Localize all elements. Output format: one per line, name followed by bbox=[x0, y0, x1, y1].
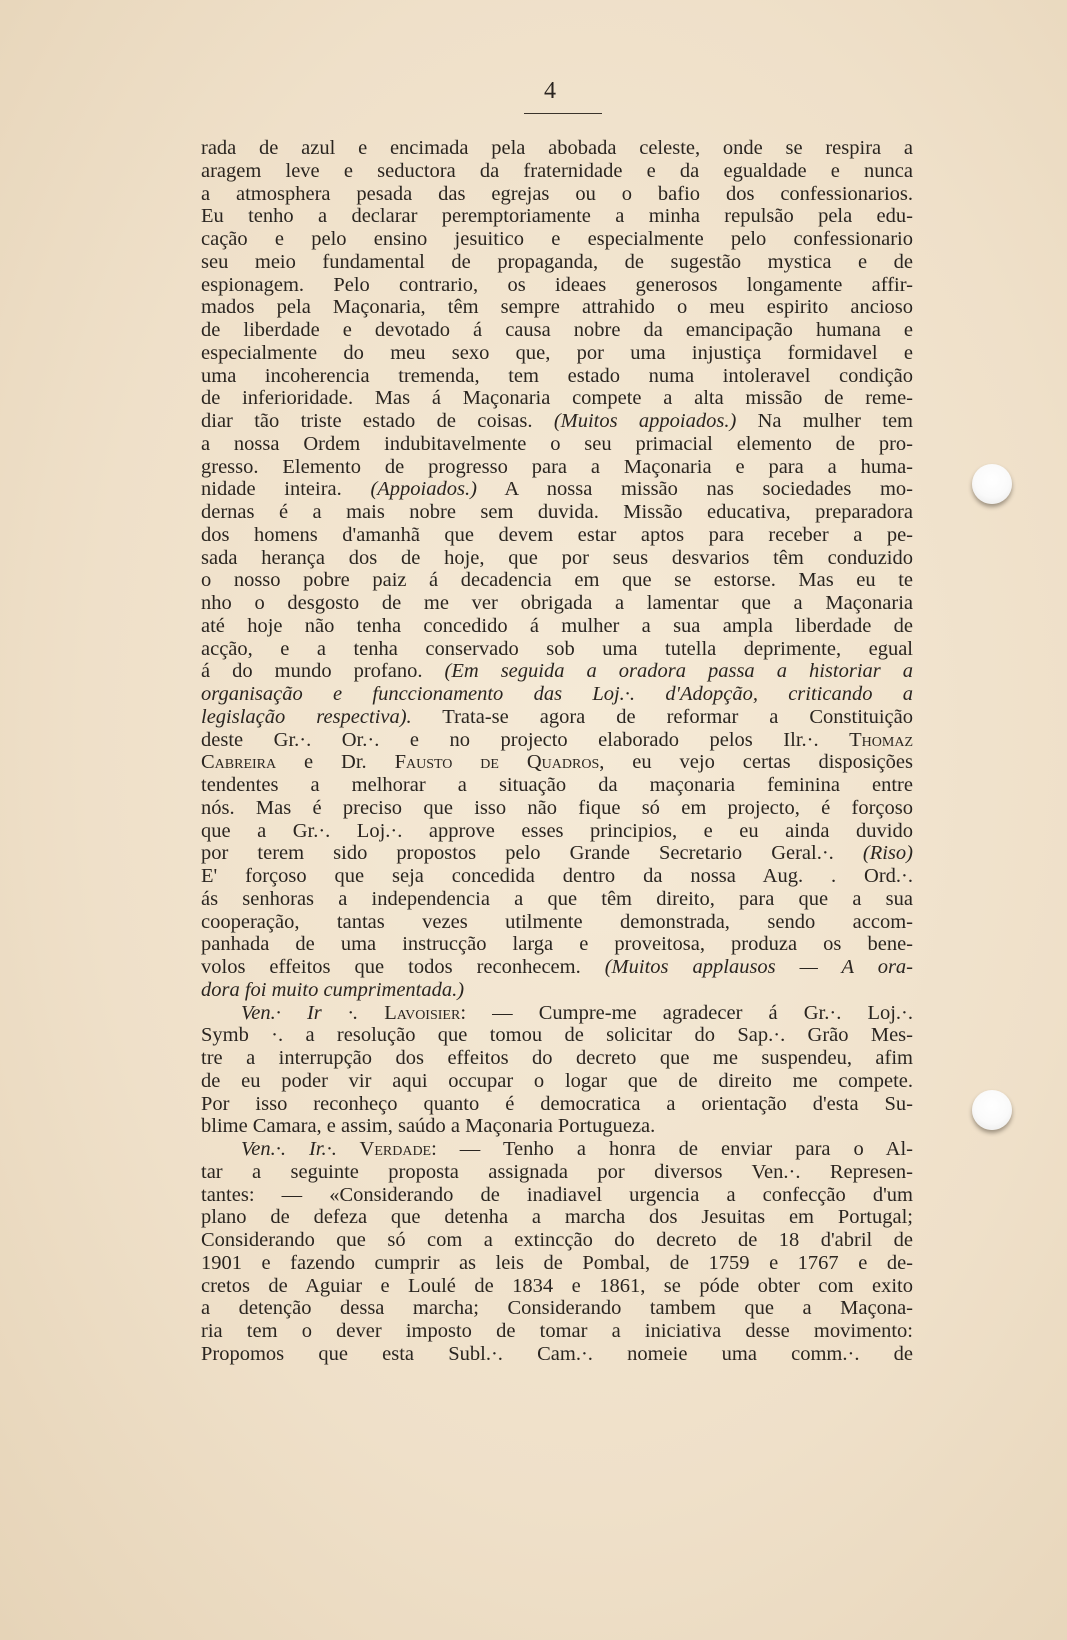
text-line: a atmosphera pesada das egrejas ou o bafio dos confessionarios. bbox=[201, 182, 913, 205]
text-line: Considerando que só com a extincção do decreto de 18 d'abril de bbox=[201, 1229, 913, 1251]
text-line: rada de azul e encimada pela abobada celeste, onde se respira a bbox=[201, 137, 913, 159]
text-line bbox=[201, 842, 913, 865]
text-run: , eu vejo certas disposições bbox=[599, 751, 913, 774]
text-run: nidade inteira. bbox=[201, 478, 371, 501]
text-line: tantes: — «Considerando de inadiavel urgencia a confecção d'um bbox=[201, 1183, 913, 1206]
speaker-name: Verdade bbox=[336, 1138, 432, 1160]
text-run: : — Cumpre-me agradecer á Gr.·. Loj.·. bbox=[460, 1001, 913, 1024]
stage-direction: (Appoiados.) bbox=[370, 478, 477, 501]
text-run: á do mundo profano. bbox=[201, 660, 445, 683]
text-line: que a Gr.·. Loj.·. approve esses principios, e eu ainda duvido bbox=[201, 819, 913, 842]
text-line: Eu tenho a declarar peremptoriamente a minha repulsão pela edu- bbox=[201, 205, 913, 228]
text-line: tendentes a melhorar a situação da maçonaria feminina entre bbox=[201, 774, 913, 796]
text-line: sada herança dos de hoje, que por seus desvarios têm conduzido bbox=[201, 546, 913, 569]
stage-direction: (Em seguida a oradora passa a historiar a bbox=[444, 660, 914, 683]
text-line: panhada de uma instrucção larga e proveitosa, produza os bene- bbox=[201, 933, 913, 956]
stage-direction: (Riso) bbox=[862, 842, 913, 865]
stage-direction: legislação respectiva). bbox=[201, 705, 412, 728]
text-line: plano de defeza que detenha a marcha dos Jesuitas em Portugal; bbox=[201, 1206, 913, 1229]
text-line: de liberdade e devotado á causa nobre da emancipação humana e bbox=[201, 319, 913, 341]
text-line bbox=[201, 706, 913, 729]
text-line bbox=[201, 729, 913, 752]
text-run: Trata-se agora de reformar a Constituição bbox=[411, 705, 913, 728]
person-name: Fausto de Quadros bbox=[394, 751, 600, 774]
text-line: cooperação, tantas vezes utilmente demonstrada, sendo accom- bbox=[201, 910, 913, 933]
text-line: Propomos que esta Subl.·. Cam.·. nomeie uma comm.·. de bbox=[201, 1342, 913, 1365]
header-rule bbox=[524, 113, 602, 114]
text-run: por terem sido propostos pelo Grande Secretario Geral.·. bbox=[201, 842, 863, 865]
text-line: aragem leve e seductora da fraternidade e da egualdade e nunca bbox=[201, 159, 913, 182]
text-run: deste Gr.·. Or.·. e no projecto elaborado pelos Ilr.·. bbox=[201, 728, 850, 751]
binder-hole bbox=[972, 464, 1012, 504]
text-line: tar a seguinte proposta assignada por diversos Ven.·. Represen- bbox=[201, 1160, 913, 1183]
text-line bbox=[201, 683, 913, 706]
person-name: Cabreira bbox=[201, 751, 277, 774]
page-number: 4 bbox=[544, 78, 556, 104]
text-line: o nosso pobre paiz á decadencia em que se estorse. Mas eu te bbox=[201, 569, 913, 592]
text-line: a detenção dessa marcha; Considerando tambem que a Maçona- bbox=[201, 1297, 913, 1320]
text-line: de inferioridade. Mas á Maçonaria compete a alta missão de reme- bbox=[201, 387, 913, 410]
speaker-title: Ven.· Ir ·. bbox=[241, 1001, 359, 1024]
stage-direction: (Muitos appoiados.) bbox=[553, 410, 737, 432]
text-line: até hoje não tenha concedido á mulher a sua ampla liberdade de bbox=[201, 614, 913, 637]
text-line bbox=[201, 660, 913, 683]
text-line: acção, e a tenha conservado sob uma tutella deprimente, egual bbox=[201, 637, 913, 660]
person-name: Thomaz bbox=[849, 728, 913, 751]
stage-direction: (Muitos applausos — A ora- bbox=[604, 956, 913, 978]
text-line bbox=[201, 478, 913, 501]
text-line: tre a interrupção dos effeitos do decreto que me suspendeu, afim bbox=[201, 1047, 913, 1069]
text-line: Por isso reconheço quanto é democratica a orientação d'esta Su- bbox=[201, 1092, 913, 1115]
text-line: 1901 e fazendo cumprir as leis de Pombal, de 1759 e 1767 e de- bbox=[201, 1251, 913, 1274]
text-line: de eu poder vir aqui occupar o logar que de direito me compete. bbox=[201, 1069, 913, 1092]
text-line: dernas é a mais nobre sem duvida. Missão educativa, preparadora bbox=[201, 501, 913, 523]
text-line: a nossa Ordem indubitavelmente o seu primacial elemento de pro- bbox=[201, 432, 913, 455]
text-line: uma incoherencia tremenda, tem estado numa intoleravel condição bbox=[201, 364, 913, 387]
text-line: dos homens d'amanhã que devem estar aptos para receber a pe- bbox=[201, 523, 913, 546]
text-line: ria tem o dever imposto de tomar a iniciativa desse movimento: bbox=[201, 1320, 913, 1342]
text-line: blime Camara, e assim, saúdo a Maçonaria Portugueza. bbox=[201, 1115, 656, 1138]
text-line bbox=[201, 979, 913, 1002]
text-run: : — Tenho a honra de enviar para o Al- bbox=[431, 1138, 913, 1160]
text-line: nós. Mas é preciso que isso não fique só em projecto, é forçoso bbox=[201, 796, 913, 819]
text-run: volos effeitos que todos reconhecem. bbox=[201, 956, 605, 978]
stage-direction: dora foi muito cumprimentada.) bbox=[201, 978, 465, 1001]
text-line: gresso. Elemento de progresso para a Maçonaria e para a huma- bbox=[201, 455, 913, 478]
text-line bbox=[201, 956, 913, 979]
text-line: mados pela Maçonaria, têm sempre attrahido o meu espirito ancioso bbox=[201, 296, 913, 319]
speaker-title: Ven.·. Ir.·. bbox=[241, 1138, 337, 1160]
text-run: e Dr. bbox=[276, 751, 395, 774]
text-line bbox=[201, 751, 913, 774]
text-line bbox=[201, 1138, 913, 1161]
text-run: diar tão triste estado de coisas. bbox=[201, 410, 554, 432]
text-run: Na mulher tem bbox=[736, 410, 913, 432]
text-line: Symb ·. a resolução que tomou de solicitar do Sap.·. Grão Mes- bbox=[201, 1024, 913, 1047]
text-line: cação e pelo ensino jesuitico e especialmente pelo confessionario bbox=[201, 228, 913, 250]
text-line: E' forçoso que seja concedida dentro da nossa Aug. . Ord.·. bbox=[201, 865, 913, 887]
text-line: espionagem. Pelo contrario, os ideaes generosos longamente affir- bbox=[201, 273, 913, 296]
text-line: especialmente do meu sexo que, por uma injustiça formidavel e bbox=[201, 341, 913, 364]
text-line bbox=[201, 410, 913, 433]
text-line: ás senhoras a independencia a que têm direito, para que a sua bbox=[201, 887, 913, 910]
text-line: cretos de Aguiar e Loulé de 1834 e 1861, se póde obter com exito bbox=[201, 1274, 913, 1297]
body-text bbox=[201, 137, 913, 1366]
text-run: A nossa missão nas sociedades mo- bbox=[476, 478, 913, 501]
text-line: nho o desgosto de me ver obrigada a lamentar que a Maçonaria bbox=[201, 592, 913, 614]
stage-direction: organisação e funccionamento das Loj.·. d'Adopção, criticando a bbox=[201, 683, 913, 705]
text-line: seu meio fundamental de propaganda, de sugestão mystica e de bbox=[201, 250, 913, 273]
speaker-name: Lavoisier bbox=[358, 1001, 461, 1024]
text-line bbox=[201, 1002, 913, 1025]
binder-hole bbox=[972, 1090, 1012, 1130]
